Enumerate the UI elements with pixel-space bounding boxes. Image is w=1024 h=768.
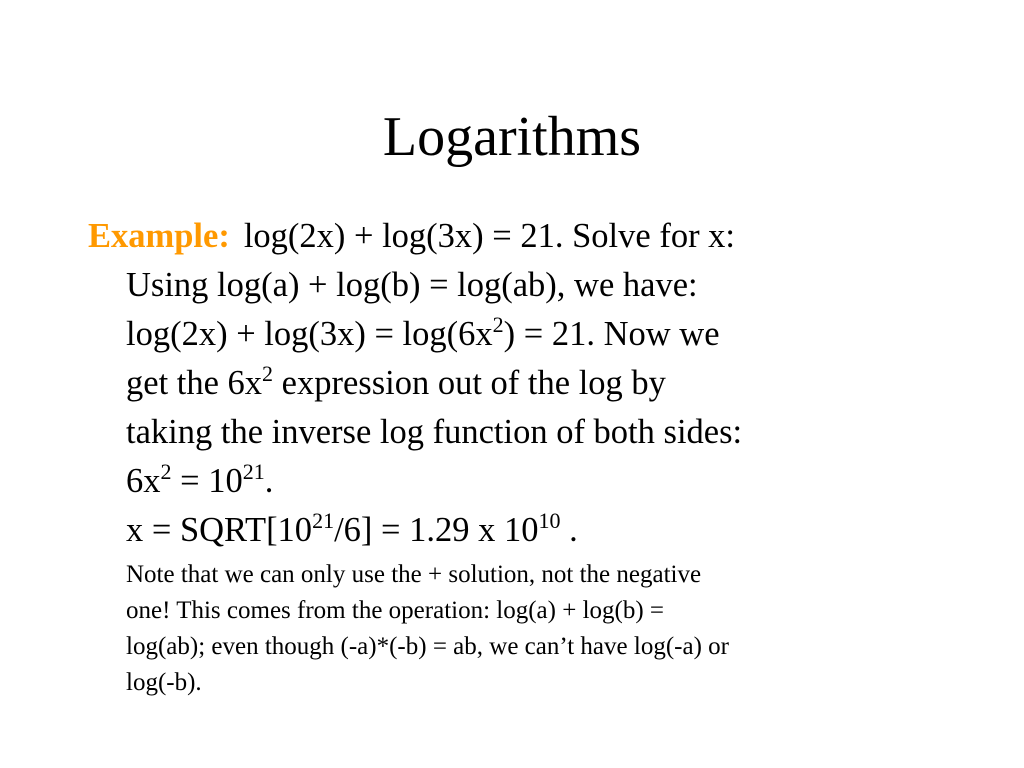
example-line-5: taking the inverse log function of both sides: <box>126 413 743 451</box>
example-line-3-text-b: ) = 21. Now we <box>503 315 720 353</box>
example-equation: log(2x) + log(3x) = 21. Solve for x: <box>243 217 736 255</box>
note-block <box>88 557 988 701</box>
slide-title: Logarithms <box>382 106 642 168</box>
example-line-7-text-c: . <box>560 511 578 549</box>
note-line-3: log(ab); even though (-a)*(-b) = ab, we can’t have log(-a) or <box>126 633 729 660</box>
example-line-3 <box>88 310 988 359</box>
slide-body <box>88 212 988 701</box>
exponent: 21 <box>312 508 335 533</box>
exponent: 2 <box>160 459 172 484</box>
example-line-2: Using log(a) + log(b) = log(ab), we have: <box>126 266 698 304</box>
example-line-4-text-a: get the 6x <box>126 364 263 402</box>
note-line-1: Note that we can only use the + solution, not the negative <box>126 561 702 588</box>
example-line-3-text-a: log(2x) + log(3x) = log(6x <box>126 315 493 353</box>
example-line-6-text-c: . <box>264 462 274 500</box>
example-line-7-text-b: /6] = 1.29 x 10 <box>334 511 539 549</box>
example-line-1 <box>88 212 988 261</box>
exponent: 10 <box>538 508 561 533</box>
exponent: 21 <box>242 459 265 484</box>
example-line-6-text-a: 6x <box>126 462 161 500</box>
example-line-4-text-b: expression out of the log by <box>273 364 666 402</box>
note-line-4: log(-b). <box>126 669 202 696</box>
example-line-4 <box>88 359 988 408</box>
example-line-7 <box>88 506 988 555</box>
example-line-6-text-b: = 10 <box>171 462 243 500</box>
exponent: 2 <box>492 312 504 337</box>
example-label: Example: <box>88 217 230 255</box>
note-line-2: one! This comes from the operation: log(a) + log(b) = <box>126 597 665 624</box>
exponent: 2 <box>262 361 274 386</box>
example-line-7-text-a: x = SQRT[10 <box>126 511 313 549</box>
example-line-6 <box>88 457 988 506</box>
